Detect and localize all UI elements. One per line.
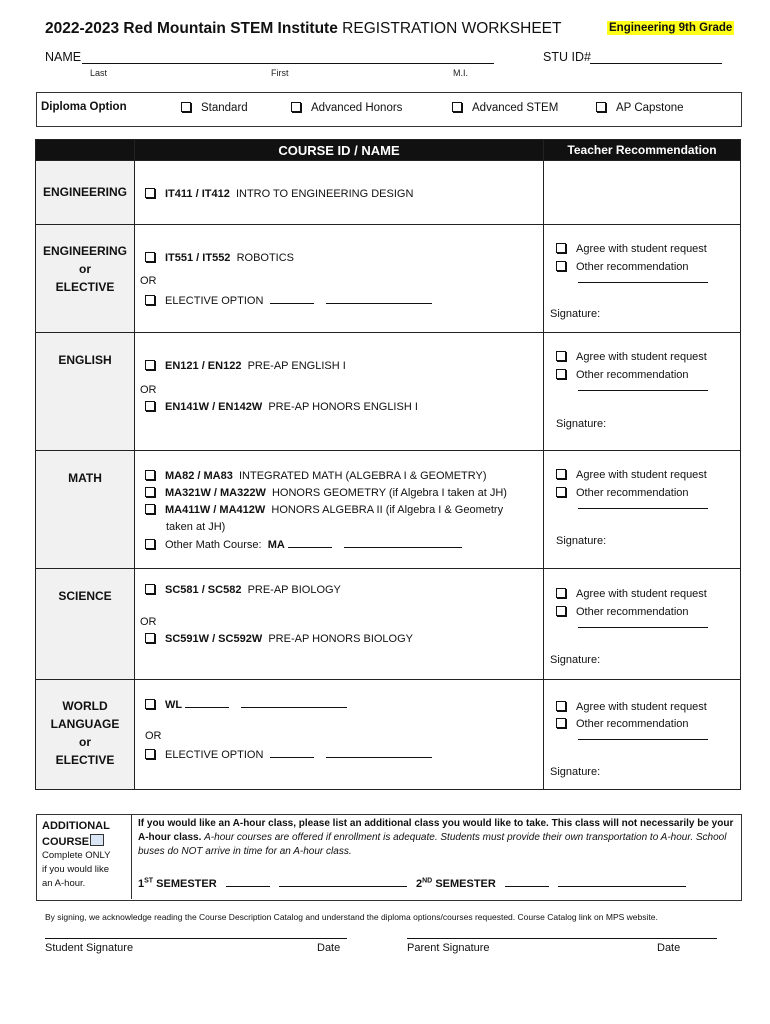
semester-suffix: ND	[422, 877, 433, 885]
subject-engineering: ENGINEERING	[36, 161, 135, 225]
checkbox-icon[interactable]	[145, 749, 155, 759]
subject-line: WORLD	[62, 699, 108, 713]
student-signature-field[interactable]	[45, 938, 347, 939]
semester-suffix: ST	[144, 877, 154, 885]
course-code: MA82 / MA83	[165, 470, 233, 482]
world-language-option[interactable]	[145, 698, 347, 711]
course-option[interactable]	[145, 504, 503, 516]
course-name: Other Math Course:	[165, 539, 262, 551]
checkbox-icon[interactable]	[556, 487, 566, 497]
subject-line: or	[79, 262, 91, 276]
elective-code-field[interactable]	[270, 294, 314, 304]
course-code: EN141W / EN142W	[165, 401, 263, 413]
checkbox-icon[interactable]	[556, 718, 566, 728]
course-option[interactable]	[145, 470, 487, 482]
teacher-header: Teacher Recommendation	[544, 140, 741, 161]
page-title	[45, 20, 561, 38]
subject-line: ENGINEERING	[42, 244, 127, 258]
course-code: IT411 / IT412	[165, 188, 230, 200]
course-name: PRE-AP HONORS BIOLOGY	[268, 633, 413, 645]
course-name: INTEGRATED MATH (ALGEBRA I & GEOMETRY)	[238, 470, 487, 482]
checkbox-icon[interactable]	[145, 487, 155, 497]
checkbox-icon[interactable]	[556, 261, 566, 271]
sem1-name-field[interactable]	[279, 877, 407, 887]
or-label: OR	[145, 730, 162, 742]
note-line: an A-hour.	[42, 878, 86, 889]
second-semester	[416, 877, 686, 890]
other-label: Other recommendation	[576, 369, 689, 381]
course-name: PRE-AP BIOLOGY	[247, 584, 341, 596]
subject-line: or	[79, 735, 91, 749]
name-first-label: First	[271, 68, 289, 78]
title-worksheet: REGISTRATION WORKSHEET	[342, 20, 562, 37]
option-label: Advanced STEM	[472, 102, 559, 114]
course-header: COURSE ID / NAME	[135, 140, 544, 161]
signature-label: Signature:	[556, 418, 607, 430]
signature-label: Signature:	[550, 766, 601, 778]
subject-english: ENGLISH	[36, 333, 135, 451]
wl-code-field[interactable]	[185, 698, 229, 708]
teacher-cell	[544, 333, 741, 451]
checkbox-icon[interactable]	[145, 584, 155, 594]
signature-label: Signature:	[550, 308, 601, 320]
diploma-standard-option[interactable]	[181, 102, 248, 114]
other-label: Other recommendation	[576, 261, 689, 273]
course-name: HONORS GEOMETRY (if Algebra I taken at JH)	[271, 487, 507, 499]
a-hour-checkbox[interactable]	[90, 834, 104, 846]
course-cell	[135, 161, 544, 225]
checkbox-icon[interactable]	[145, 295, 155, 305]
subject-engineering-elective	[36, 225, 135, 333]
semester-word: SEMESTER	[156, 878, 217, 890]
checkbox-icon[interactable]	[145, 539, 155, 549]
diploma-option-label: Diploma Option	[41, 101, 127, 113]
course-table	[35, 139, 741, 790]
agree-label: Agree with student request	[576, 351, 707, 363]
course-option[interactable]	[145, 401, 418, 413]
course-name: INTRO TO ENGINEERING DESIGN	[235, 188, 414, 200]
course-cell	[135, 451, 544, 569]
checkbox-icon[interactable]	[145, 699, 155, 709]
semester-word: SEMESTER	[435, 878, 496, 890]
parent-signature-field[interactable]	[407, 938, 717, 939]
course-code: SC591W / SC592W	[165, 633, 263, 645]
agree-option[interactable]	[556, 243, 707, 255]
title-school: 2022-2023 Red Mountain STEM Institute	[45, 20, 338, 37]
subject-math: MATH	[36, 451, 135, 569]
checkbox-icon[interactable]	[556, 701, 566, 711]
student-date-label: Date	[317, 942, 341, 954]
course-name: ELECTIVE OPTION	[165, 295, 264, 307]
course-name: ELECTIVE OPTION	[165, 749, 264, 761]
checkbox-icon[interactable]	[556, 351, 566, 361]
course-name-continued: taken at JH)	[166, 521, 226, 533]
teacher-cell	[544, 569, 741, 680]
checkbox-icon[interactable]	[556, 588, 566, 598]
option-label: AP Capstone	[616, 102, 684, 114]
or-label: OR	[140, 616, 157, 628]
name-mi-label: M.I.	[453, 68, 468, 78]
other-label: Other recommendation	[576, 718, 689, 730]
checkbox-icon[interactable]	[181, 102, 191, 112]
subject-header	[36, 140, 135, 161]
other-recommendation-option[interactable]	[556, 606, 689, 618]
other-label: Other recommendation	[576, 487, 689, 499]
table-row	[36, 333, 741, 451]
instructions-bold: If you would like an A-hour class, please list an additional class you would like to take. This class will not necessarily be your A-hour class.	[138, 818, 734, 843]
subject-line: ELECTIVE	[55, 280, 115, 294]
math-code-field[interactable]	[288, 538, 332, 548]
consent-statement: By signing, we acknowledge reading the Course Description Catalog and understand the diploma options/courses requested. Course Catalog link on MPS website.	[45, 912, 658, 922]
note-line: Complete ONLY	[42, 850, 111, 861]
checkbox-icon[interactable]	[556, 606, 566, 616]
elective-name-field[interactable]	[326, 748, 432, 758]
course-prefix: MA	[267, 539, 285, 551]
course-cell	[135, 569, 544, 680]
parent-signature-label: Parent Signature	[407, 942, 490, 954]
parent-date-label: Date	[657, 942, 681, 954]
agree-label: Agree with student request	[576, 243, 707, 255]
wl-name-field[interactable]	[241, 698, 347, 708]
or-label: OR	[140, 275, 157, 287]
course-cell	[135, 333, 544, 451]
agree-option[interactable]	[556, 701, 707, 713]
table-header-row	[36, 140, 741, 161]
other-recommendation-option[interactable]	[556, 261, 689, 273]
agree-option[interactable]	[556, 469, 707, 481]
option-label: Advanced Honors	[311, 102, 403, 114]
elective-option[interactable]	[145, 294, 432, 307]
semester-number: 2	[416, 878, 423, 890]
option-label: Standard	[201, 102, 248, 114]
agree-label: Agree with student request	[576, 701, 707, 713]
table-row	[36, 569, 741, 680]
teacher-cell	[544, 680, 741, 790]
recommendation-field[interactable]	[578, 499, 708, 512]
title-line-with-checkbox	[42, 834, 110, 850]
elective-name-field[interactable]	[326, 294, 432, 304]
agree-label: Agree with student request	[576, 588, 707, 600]
name-field[interactable]	[82, 63, 494, 64]
checkbox-icon[interactable]	[145, 188, 155, 198]
course-code: IT551 / IT552	[165, 252, 231, 264]
first-semester	[138, 877, 407, 890]
checkbox-icon[interactable]	[556, 469, 566, 479]
course-option[interactable]	[145, 360, 346, 372]
course-cell	[135, 680, 544, 790]
course-code: MA321W / MA322W	[165, 487, 266, 499]
subject-line: LANGUAGE	[50, 717, 120, 731]
checkbox-icon[interactable]	[291, 102, 301, 112]
course-cell	[135, 225, 544, 333]
elective-option[interactable]	[145, 748, 432, 761]
checkbox-icon[interactable]	[145, 633, 155, 643]
agree-label: Agree with student request	[576, 469, 707, 481]
math-name-field[interactable]	[344, 538, 462, 548]
note-line: if you would like	[42, 864, 110, 875]
student-id-field[interactable]	[590, 63, 722, 64]
checkbox-icon[interactable]	[596, 102, 606, 112]
sem1-code-field[interactable]	[226, 877, 270, 887]
title-line: ADDITIONAL	[42, 820, 110, 832]
checkbox-icon[interactable]	[556, 369, 566, 379]
teacher-cell	[544, 161, 741, 225]
course-option[interactable]	[145, 252, 294, 264]
checkbox-icon[interactable]	[145, 401, 155, 411]
table-row	[36, 680, 741, 790]
other-recommendation-option[interactable]	[556, 487, 689, 499]
recommendation-field[interactable]	[578, 730, 708, 743]
additional-course-note	[42, 849, 110, 891]
name-last-label: Last	[90, 68, 108, 78]
checkbox-icon[interactable]	[556, 243, 566, 253]
teacher-cell	[544, 225, 741, 333]
table-row	[36, 451, 741, 569]
course-option[interactable]	[145, 633, 413, 645]
other-recommendation-option[interactable]	[556, 369, 689, 381]
title-line: COURSE	[42, 836, 90, 848]
teacher-cell	[544, 451, 741, 569]
or-label: OR	[140, 384, 157, 396]
recommendation-field[interactable]	[578, 618, 708, 631]
diploma-advanced-stem-option[interactable]	[452, 102, 558, 114]
course-option[interactable]	[145, 188, 413, 200]
other-label: Other recommendation	[576, 606, 689, 618]
name-label: NAME	[45, 50, 82, 64]
checkbox-icon[interactable]	[145, 360, 155, 370]
grade-badge: Engineering 9th Grade	[609, 22, 733, 34]
sem2-name-field[interactable]	[558, 877, 686, 887]
checkbox-icon[interactable]	[452, 102, 462, 112]
agree-option[interactable]	[556, 351, 707, 363]
elective-code-field[interactable]	[270, 748, 314, 758]
subject-science: SCIENCE	[36, 569, 135, 680]
other-math-option[interactable]	[145, 538, 462, 551]
diploma-advanced-honors-option[interactable]	[291, 102, 402, 114]
additional-course-instructions	[138, 817, 734, 859]
course-code: SC581 / SC582	[165, 584, 242, 596]
student-signature-label: Student Signature	[45, 942, 134, 954]
course-name: HONORS ALGEBRA II (if Algebra I & Geometry	[271, 504, 504, 516]
table-row	[36, 161, 741, 225]
instructions-italic: A-hour courses are offered if enrollment is adequate. Students must provide their own transportation to A-hour. School buses do NOT arrive in time for an A-hour class.	[138, 832, 727, 857]
course-option[interactable]	[145, 487, 507, 499]
subject-world-language	[36, 680, 135, 790]
course-code: WL	[165, 699, 183, 711]
signature-label: Signature:	[556, 535, 607, 547]
semester-number: 1	[138, 878, 145, 890]
course-name: PRE-AP ENGLISH I	[247, 360, 346, 372]
checkbox-icon[interactable]	[145, 470, 155, 480]
course-code: MA411W / MA412W	[165, 504, 266, 516]
signature-label: Signature:	[550, 654, 601, 666]
recommendation-field[interactable]	[578, 273, 708, 286]
course-code: EN121 / EN122	[165, 360, 242, 372]
checkbox-icon[interactable]	[145, 252, 155, 262]
student-id-label: STU ID#	[543, 50, 591, 64]
subject-line: ELECTIVE	[55, 753, 115, 767]
diploma-ap-capstone-option[interactable]	[596, 102, 684, 114]
agree-option[interactable]	[556, 588, 707, 600]
course-name: ROBOTICS	[236, 252, 295, 264]
recommendation-field[interactable]	[578, 381, 708, 394]
table-row	[36, 225, 741, 333]
checkbox-icon[interactable]	[145, 504, 155, 514]
other-recommendation-option[interactable]	[556, 718, 689, 730]
additional-course-title	[42, 818, 110, 850]
course-name: PRE-AP HONORS ENGLISH I	[268, 401, 418, 413]
sem2-code-field[interactable]	[505, 877, 549, 887]
course-option[interactable]	[145, 584, 341, 596]
